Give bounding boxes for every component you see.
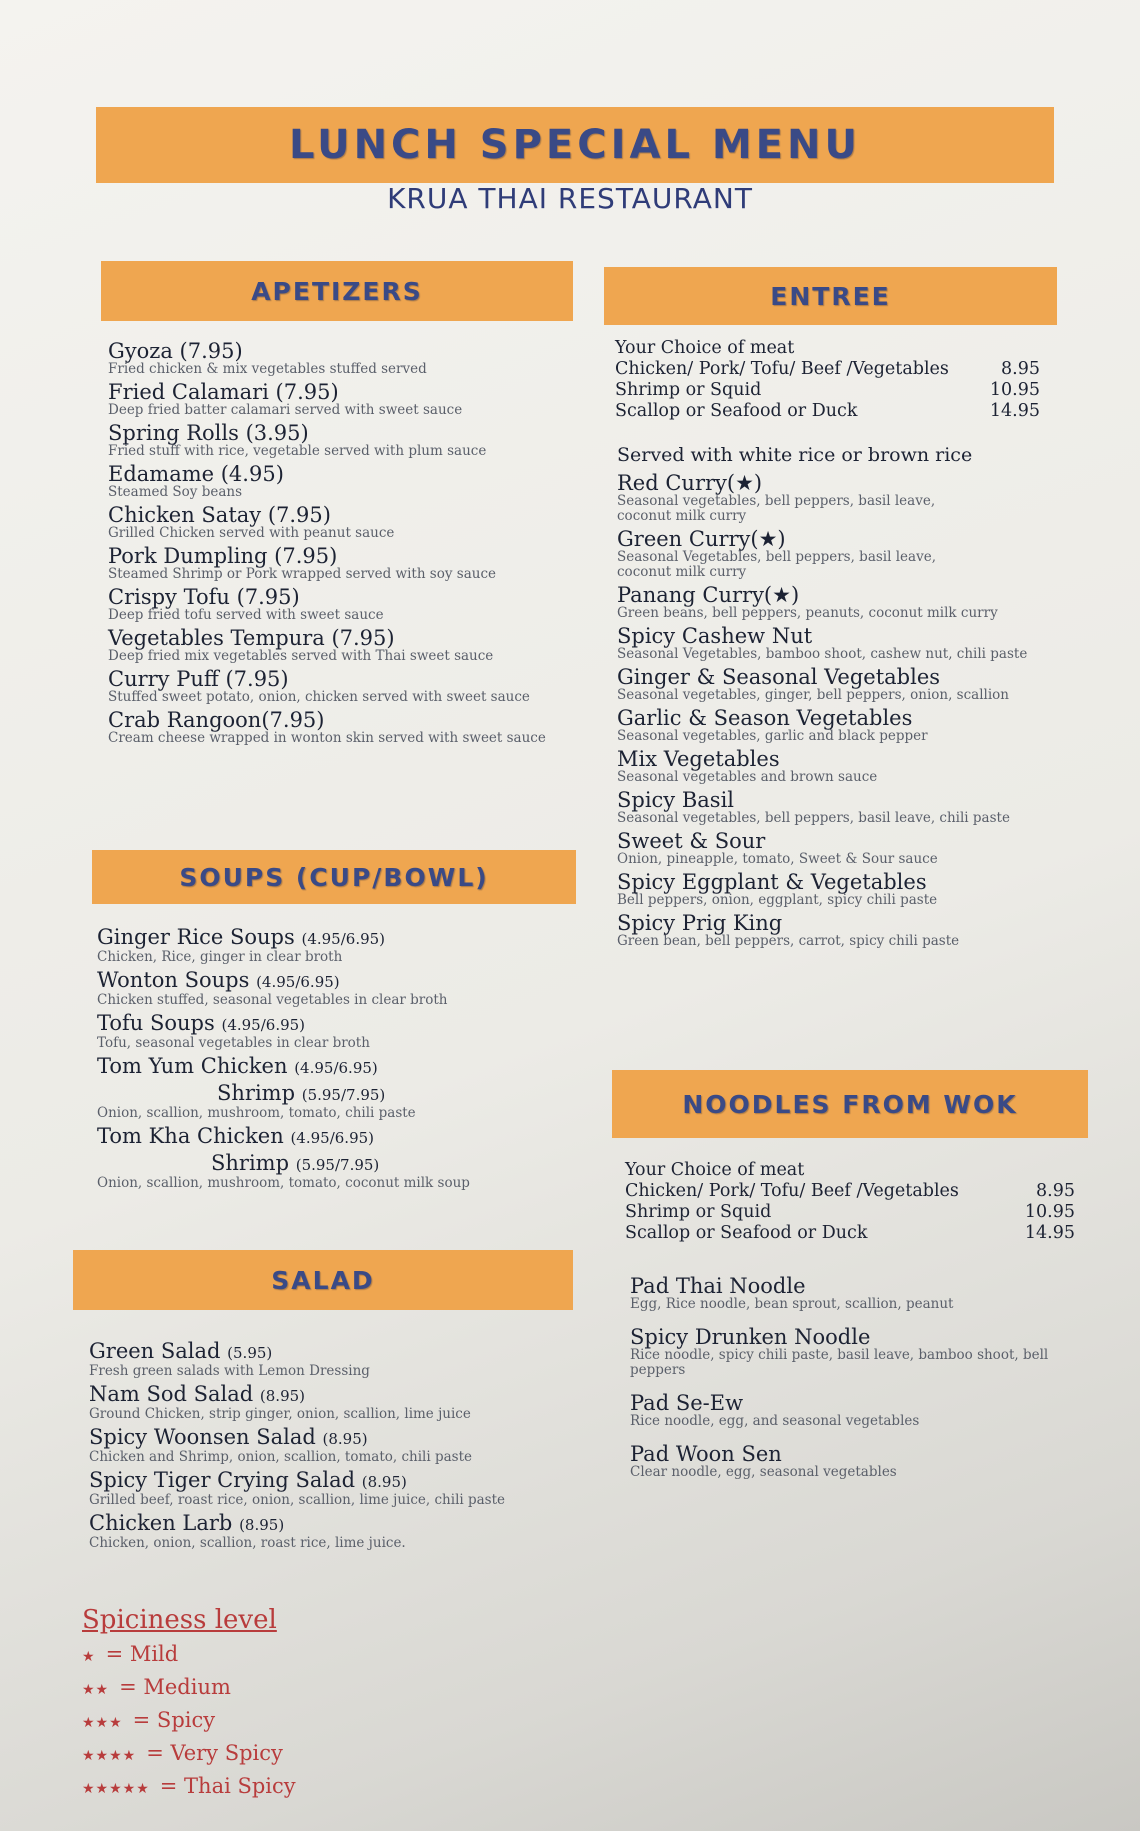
spiciness-legend — [82, 1605, 296, 1804]
item-name: Edamame (4.95) — [108, 462, 284, 486]
item-name: Spicy Drunken Noodle — [630, 1325, 871, 1349]
list-item — [617, 912, 1057, 949]
item-name — [97, 1055, 577, 1079]
meat-label: Chicken/ Pork/ Tofu/ Beef /Vegetables — [615, 359, 949, 379]
list-item — [617, 472, 1057, 524]
meat-row — [615, 380, 1040, 401]
item-desc: Green bean, bell peppers, carrot, spicy chili paste — [617, 933, 960, 949]
spice-level-label: = Spicy — [132, 1708, 216, 1732]
soup-name: Tom Yum Chicken — [97, 1054, 288, 1078]
spice-level-row — [82, 1771, 296, 1804]
item-desc: Chicken, onion, scallion, roast rice, lime juice. — [89, 1535, 406, 1551]
appetizers-banner — [101, 261, 573, 321]
meat-label: Chicken/ Pork/ Tofu/ Beef /Vegetables — [625, 1181, 959, 1201]
entree-list — [617, 472, 1057, 953]
item-desc: Seasonal vegetables, bell peppers, basil leave, chili paste — [617, 810, 1010, 826]
list-item — [617, 666, 1057, 703]
meat-label: Shrimp or Squid — [625, 1202, 772, 1222]
meat-price: 14.95 — [989, 401, 1040, 421]
salad-name: Spicy Tiger Crying Salad — [89, 1468, 356, 1492]
soup-price: (4.95/6.95) — [294, 1059, 378, 1077]
list-item — [617, 748, 1057, 785]
list-item — [97, 1125, 577, 1149]
item-name: Ginger & Seasonal Vegetables — [617, 665, 941, 689]
list-item — [108, 504, 578, 541]
salad-banner — [73, 1250, 573, 1310]
item-desc: Onion, pineapple, tomato, Sweet & Sour sauce — [617, 851, 938, 867]
spice-level-row — [82, 1705, 296, 1738]
salad-name: Nam Sod Salad — [89, 1382, 254, 1406]
salad-price: (8.95) — [239, 1516, 285, 1534]
list-item — [617, 625, 1057, 662]
item-name: Garlic & Season Vegetables — [617, 706, 913, 730]
meat-price: 8.95 — [1001, 359, 1040, 379]
list-item — [108, 545, 578, 582]
noodles-title: NOODLES FROM WOK — [682, 1089, 1018, 1119]
list-item — [97, 1082, 577, 1121]
spice-level-label: = Mild — [105, 1642, 179, 1666]
item-desc: Chicken, Rice, ginger in clear broth — [97, 949, 343, 965]
meat-row — [615, 401, 1040, 422]
menu-title: LUNCH SPECIAL MENU — [289, 122, 861, 168]
item-name: Spicy Basil — [617, 788, 735, 812]
item-name: Spring Rolls (3.95) — [108, 421, 309, 445]
choice-label: Your Choice of meat — [625, 1160, 805, 1180]
soup-price: (4.95/6.95) — [290, 1129, 375, 1147]
item-desc: Steamed Shrimp or Pork wrapped served with soy sauce — [108, 566, 497, 582]
list-item — [97, 926, 577, 965]
list-item — [630, 1326, 1070, 1378]
list-item — [108, 586, 578, 623]
item-name: Curry Puff (7.95) — [108, 667, 289, 691]
salad-price: (8.95) — [322, 1430, 368, 1448]
spice-level-row — [82, 1672, 296, 1705]
item-name: Red Curry(★) — [617, 471, 763, 495]
meat-price: 8.95 — [1036, 1181, 1075, 1201]
soups-title: SOUPS (CUP/BOWL) — [179, 862, 489, 892]
item-desc: Deep fried tofu served with sweet sauce — [108, 607, 384, 623]
soup-name: Wonton Soups — [97, 968, 250, 992]
spice-level-label: = Thai Spicy — [159, 1774, 296, 1798]
salad-name: Chicken Larb — [89, 1511, 233, 1535]
list-item — [97, 1012, 577, 1051]
salad-price: (5.95) — [227, 1344, 273, 1362]
soups-list — [97, 926, 577, 1195]
list-item — [617, 789, 1057, 826]
item-desc: Egg, Rice noodle, bean sprout, scallion, peanut — [630, 1296, 954, 1312]
item-desc: Ground Chicken, strip ginger, onion, scallion, lime juice — [89, 1406, 471, 1422]
item-name — [97, 1082, 577, 1106]
item-name: Fried Calamari (7.95) — [108, 380, 339, 404]
star-icon: ★★★ — [82, 1715, 123, 1731]
appetizers-list — [108, 340, 578, 750]
noodles-banner — [612, 1070, 1088, 1138]
noodles-meat-table — [625, 1160, 1075, 1244]
item-desc: Bell peppers, onion, eggplant, spicy chili paste — [617, 892, 938, 908]
item-desc: Green beans, bell peppers, peanuts, coconut milk curry — [617, 605, 998, 621]
item-name: Spicy Cashew Nut — [617, 624, 813, 648]
item-name: Gyoza (7.95) — [108, 339, 243, 363]
meat-label: Shrimp or Squid — [615, 380, 762, 400]
list-item — [617, 707, 1057, 744]
soup-price: (5.95/7.95) — [301, 1086, 386, 1104]
spice-level-label: = Medium — [119, 1675, 231, 1699]
soup-price: (4.95/6.95) — [256, 973, 340, 991]
entree-banner — [604, 267, 1057, 325]
item-desc: Grilled beef, roast rice, onion, scallion, lime juice, chili paste — [89, 1492, 506, 1508]
list-item — [97, 969, 577, 1008]
spiciness-title: Spiciness level — [82, 1605, 277, 1635]
item-name: Crab Rangoon(7.95) — [108, 708, 325, 732]
list-item — [630, 1275, 1070, 1312]
star-icon: ★★★★★ — [82, 1781, 150, 1797]
meat-row — [615, 359, 1040, 380]
list-item — [97, 1152, 577, 1191]
list-item — [89, 1383, 589, 1422]
served-with-note: Served with white rice or brown rice — [617, 444, 973, 466]
soup-name: Tofu Soups — [97, 1011, 215, 1035]
star-icon: ★ — [82, 1649, 96, 1665]
item-desc: Onion, scallion, mushroom, tomato, coconut milk soup — [97, 1175, 470, 1191]
item-desc: Onion, scallion, mushroom, tomato, chili paste — [97, 1105, 416, 1121]
soup-price: (4.95/6.95) — [301, 930, 386, 948]
item-name: Sweet & Sour — [617, 829, 766, 853]
spice-level-label: = Very Spicy — [146, 1741, 283, 1765]
item-name — [97, 969, 577, 993]
list-item — [630, 1392, 1070, 1429]
item-desc: Seasonal vegetables, bell peppers, basil leave, coconut milk curry — [617, 493, 936, 524]
choice-label: Your Choice of meat — [615, 338, 795, 358]
item-name: Green Curry(★) — [617, 527, 786, 551]
star-icon: ★★ — [82, 1682, 110, 1698]
salad-name: Spicy Woonsen Salad — [89, 1425, 316, 1449]
item-name — [89, 1512, 589, 1536]
item-name: Chicken Satay (7.95) — [108, 503, 331, 527]
item-desc: Seasonal Vegetables, bell peppers, basil leave, coconut milk curry — [617, 549, 936, 580]
item-desc: Deep fried batter calamari served with sweet sauce — [108, 402, 463, 418]
item-name — [89, 1469, 589, 1493]
list-item — [108, 668, 578, 705]
entree-meat-table — [615, 338, 1040, 422]
meat-label: Scallop or Seafood or Duck — [615, 401, 858, 421]
item-desc: Seasonal vegetables and brown sauce — [617, 769, 878, 785]
menu-title-banner — [96, 107, 1054, 183]
item-name: Spicy Eggplant & Vegetables — [617, 870, 927, 894]
spice-level-row — [82, 1639, 296, 1672]
list-item — [108, 709, 578, 746]
soup-name: Shrimp — [217, 1081, 296, 1105]
list-item — [89, 1426, 589, 1465]
noodles-list — [630, 1275, 1070, 1484]
appetizers-title: APETIZERS — [251, 276, 423, 306]
item-name — [89, 1383, 589, 1407]
meat-row — [625, 1223, 1075, 1244]
item-desc: Seasonal Vegetables, bamboo shoot, cashew nut, chili paste — [617, 646, 1028, 662]
salad-title: SALAD — [271, 1265, 375, 1295]
star-icon: ★★★★ — [82, 1748, 137, 1764]
item-desc: Chicken stuffed, seasonal vegetables in clear broth — [97, 992, 448, 1008]
item-desc: Seasonal vegetables, garlic and black pepper — [617, 728, 928, 744]
list-item — [108, 340, 578, 377]
item-name: Vegetables Tempura (7.95) — [108, 626, 395, 650]
salad-list — [89, 1340, 589, 1555]
item-desc: Deep fried mix vegetables served with Thai sweet sauce — [108, 648, 494, 664]
item-name: Spicy Prig King — [617, 911, 783, 935]
item-name: Mix Vegetables — [617, 747, 780, 771]
soup-price: (4.95/6.95) — [221, 1016, 306, 1034]
item-desc: Grilled Chicken served with peanut sauce — [108, 525, 395, 541]
spice-level-row — [82, 1738, 296, 1771]
entree-title: ENTREE — [770, 281, 891, 311]
list-item — [617, 871, 1057, 908]
item-desc: Fried stuff with rice, vegetable served with plum sauce — [108, 443, 487, 459]
item-name: Pad Woon Sen — [630, 1442, 782, 1466]
soup-name: Ginger Rice Soups — [97, 925, 295, 949]
soup-price: (5.95/7.95) — [295, 1156, 380, 1174]
item-name: Pork Dumpling (7.95) — [108, 544, 338, 568]
list-item — [89, 1340, 589, 1379]
item-desc: Seasonal vegetables, ginger, bell peppers, onion, scallion — [617, 687, 1009, 703]
restaurant-name: KRUA THAI RESTAURANT — [387, 182, 753, 215]
list-item — [617, 584, 1057, 621]
list-item — [630, 1443, 1070, 1480]
list-item — [108, 422, 578, 459]
list-item — [617, 830, 1057, 867]
soup-name: Shrimp — [211, 1151, 290, 1175]
list-item — [108, 627, 578, 664]
item-name — [97, 926, 577, 950]
item-name: Crispy Tofu (7.95) — [108, 585, 300, 609]
salad-price: (8.95) — [259, 1387, 306, 1405]
item-name — [97, 1125, 577, 1149]
item-desc: Chicken and Shrimp, onion, scallion, tomato, chili paste — [89, 1449, 472, 1465]
meat-price: 10.95 — [1024, 1202, 1075, 1222]
item-desc: Stuffed sweet potato, onion, chicken served with sweet sauce — [108, 689, 530, 705]
item-name — [97, 1012, 577, 1036]
meat-price: 10.95 — [989, 380, 1040, 400]
list-item — [97, 1055, 577, 1079]
soups-banner — [92, 850, 576, 904]
list-item — [108, 463, 578, 500]
item-desc: Rice noodle, egg, and seasonal vegetables — [630, 1413, 920, 1429]
list-item — [617, 528, 1057, 580]
item-desc: Clear noodle, egg, seasonal vegetables — [630, 1464, 897, 1480]
soup-name: Tom Kha Chicken — [97, 1124, 284, 1148]
meat-label: Scallop or Seafood or Duck — [625, 1223, 868, 1243]
item-name: Panang Curry(★) — [617, 583, 800, 607]
list-item — [108, 381, 578, 418]
item-name — [89, 1426, 589, 1450]
meat-row — [625, 1202, 1075, 1223]
item-desc: Cream cheese wrapped in wonton skin served with sweet sauce — [108, 730, 546, 746]
list-item — [89, 1512, 589, 1551]
item-name — [97, 1152, 577, 1176]
item-desc: Steamed Soy beans — [108, 484, 243, 500]
item-desc: Tofu, seasonal vegetables in clear broth — [97, 1035, 370, 1051]
item-desc: Fried chicken & mix vegetables stuffed served — [108, 361, 427, 377]
list-item — [89, 1469, 589, 1508]
item-name: Pad Se-Ew — [630, 1391, 744, 1415]
item-desc: Rice noodle, spicy chili paste, basil leave, bamboo shoot, bell peppers — [630, 1347, 1049, 1378]
salad-name: Green Salad — [89, 1339, 221, 1363]
item-desc: Fresh green salads with Lemon Dressing — [89, 1363, 370, 1379]
meat-price: 14.95 — [1024, 1223, 1075, 1243]
item-name — [89, 1340, 589, 1364]
item-name: Pad Thai Noodle — [630, 1274, 806, 1298]
salad-price: (8.95) — [361, 1473, 407, 1491]
meat-row — [625, 1181, 1075, 1202]
